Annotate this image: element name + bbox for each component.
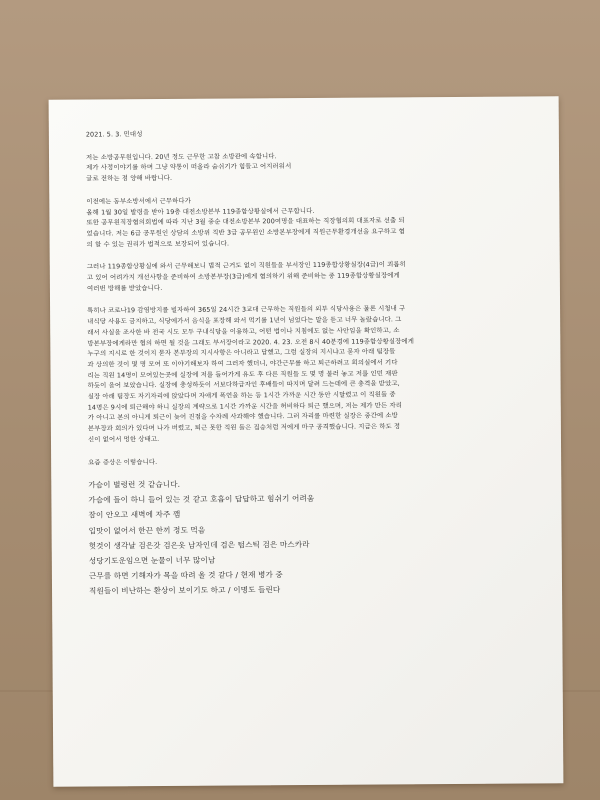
text-line: 여러번 방해를 받았습니다.: [86, 283, 163, 293]
text-line: 고 있어 어려가지 개선사항을 준비하여 소방본부장(3급)에게 협의하기 위해 준비하는 중 119종합상황실장에게: [86, 271, 400, 282]
text-line: 이전에는 동부소방서에서 근무하다가: [86, 196, 191, 206]
text-line: 가 아니고 본의 아니게 퇴근이 늦어 진점을 수차례 사과해야 했습니다. 그러 자리를 마련한 실장은 중간에 소방: [87, 411, 398, 422]
text-line: 올해 1월 30일 발령을 받아 19층 대전소방본부 119종합상황실에서 근무합니다.: [86, 206, 315, 217]
symptoms-intro: 요즘 증상은 이렇습니다.: [88, 457, 158, 467]
text-line: 14명은 9시에 퇴근해야 하니 실장의 계략으로 1시간 가까운 시간을 허비하다 퇴근 했으며, 저는 제가 만든 자리: [87, 401, 403, 412]
text-line: 내식당 사용도 금지하고, 식당에가서 음식을 포장해 와서 먹기를 1년이 넘었다는 말을 듣고 너무 놀랐습니다. 그: [87, 315, 402, 326]
intro-paragraph: [86, 149, 526, 184]
text-line: 본부장과 회의가 있다며 나가 버렸고, 퇴근 못한 직원 들은 집승처럼 저에게 마구 공격했습니다. 지금은 하도 정: [87, 422, 401, 433]
text-line: 었습니다. 저는 6급 공무원인 상담의 소방위 직반 3급 공무원인 소방본부장에게 직원근무환경개선을 요구하고 협: [86, 227, 405, 238]
text-line: 또한 공무원직장협의회법에 따라 지난 3월 중순 대전소방본부 200여명을 대표하는 직장협의회 대표자로 선출 되: [86, 216, 405, 227]
symptom-item: 성당기도운임으면 눈물이 너무 많이남: [88, 555, 216, 566]
text-line: 특히나 코로나19 감염방지를 빌자하여 365일 24시간 3교대 근무하는 직원들의 외부 식당사용은 물론 시청내 구: [87, 304, 406, 315]
section-3-paragraph: [87, 303, 528, 445]
section-1-paragraph: [86, 193, 526, 250]
symptom-item: 입맛이 없어서 한끈 한끼 정도 먹음: [88, 525, 206, 536]
text-line: 제가 사정이야기를 하며 그냥 약통이 떠올라 숨쉬기가 힘들고 어지러워서: [86, 162, 292, 172]
text-line: 실장 아래 팀장도 자기자리에 앉았다며 자애게 폭언을 하는 등 1시간 가까운 시간 동안 시달렸고 이 직원들 중: [87, 390, 396, 401]
symptom-item: 가슴이 벌렁런 것 같습니다.: [88, 480, 181, 490]
text-line: 의 할 수 있는 권리가 법적으로 보장되어 있습니다.: [86, 239, 230, 249]
text-line: 그러나 119종합상황실에 와서 근무해보니 법적 근거도 없이 직원들을 부서장인 119종합상황실장(4급)이 괴롭히: [86, 260, 406, 271]
text-line: 과 상의한 것이 몇 명 모여 또 이야기해보자 하여 그러자 했더니, 야간근무를 하고 퇴근하려고 회의실에서 기다: [87, 358, 398, 369]
text-line: 하듯이 을어 보았습니다. 실장에 충성하듯이 서보다하급자인 후배들이 따지며 달려 드는데에 큰 충격을 받았고,: [87, 379, 400, 390]
text-line: 누구의 지시로 한 것이지 묻자 본부장의 지시사항은 아니라고 답했고, 그럼 실장의 지시냐고 묻자 아래 팀장들: [87, 347, 396, 358]
symptom-item: 잠이 안오고 새벽에 자주 깸: [88, 510, 181, 520]
text-line: 글로 전하는 점 양해 바랍니다.: [86, 174, 173, 183]
text-line: 저는 소방공무원입니다. 20년 정도 근무한 고참 소방관에 속합니다.: [85, 151, 277, 162]
paper-sheet: [49, 96, 564, 787]
symptom-item: 근무를 하면 기해자가 목을 따려 올 것 같다 / 현재 병가 중: [88, 570, 283, 581]
text-line: 리는 직원 14명이 모여있는곳에 실장에 저를 들어가게 유도 후 다른 직원들 도 몇 명 불러 놓고 저를 인민 재판: [87, 369, 398, 380]
letter-body: [86, 126, 529, 598]
symptom-list: [88, 475, 529, 599]
text-line: 신이 없어서 멍한 상태고.: [87, 434, 160, 444]
text-line: 방본부장에게라만 협의 하면 될 것을 그래도 부서장이라고 2020. 4. 23. 오전 8시 40분경에 119종합상황실장에게: [87, 336, 414, 348]
symptom-item: 헛것이 생각날 검은갓 검은옷 남자인데 검은 텀스틱 검은 마스카라: [88, 539, 310, 551]
symptom-item: 직원들이 비난하는 환상이 보이기도 하고 / 이명도 들린다: [89, 585, 281, 596]
symptom-item: 가슴에 돌이 하니 들어 있는 것 같고 호흡이 답답하고 힘쉬기 어려움: [88, 494, 315, 505]
text-line: 래서 사실을 조사한 바 전국 시도 모두 구내식당을 이용하고, 어떤 법이나 지침에도 없는 사안임을 확인하고, 소: [87, 326, 400, 337]
date-author-line: 2021. 5. 3. 민대성: [85, 130, 143, 139]
section-2-paragraph: [87, 259, 527, 294]
